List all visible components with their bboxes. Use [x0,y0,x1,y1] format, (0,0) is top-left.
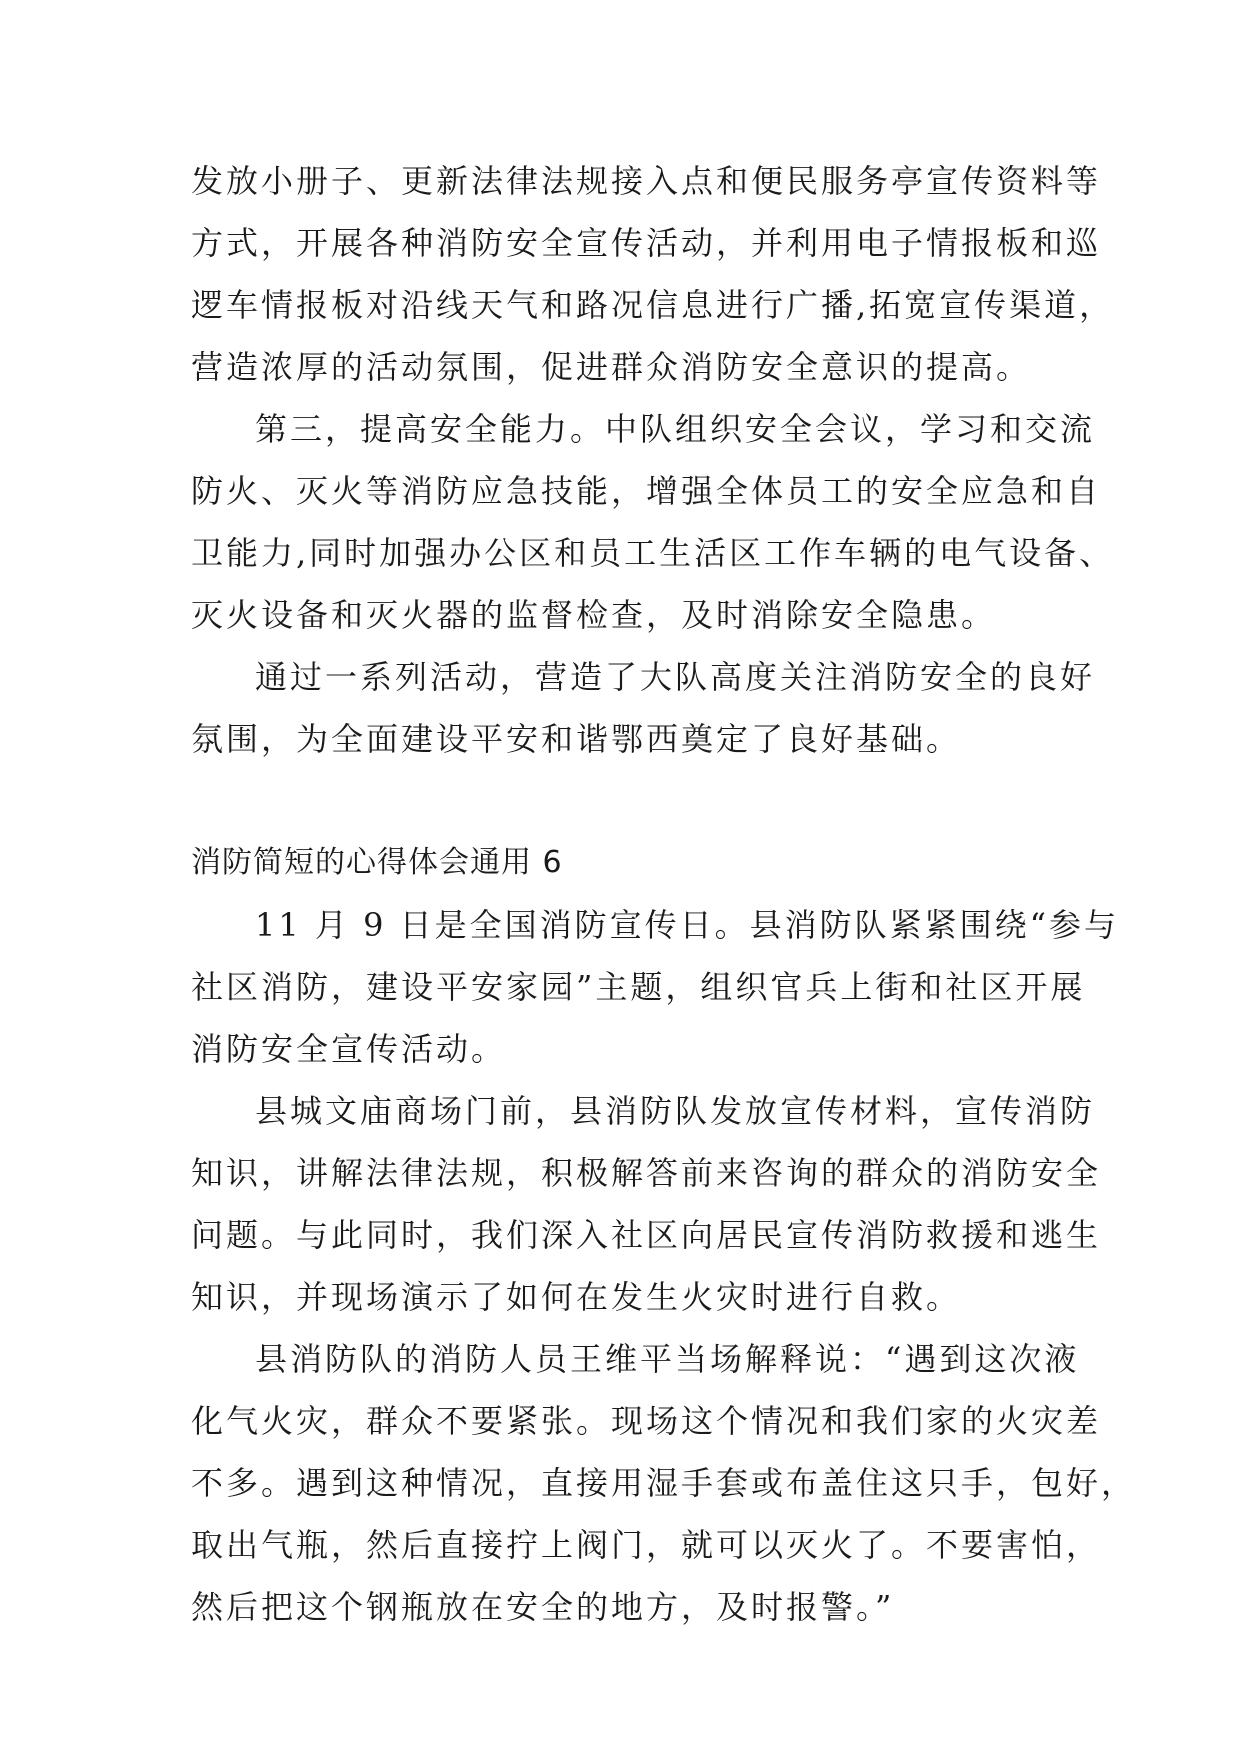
text-line: 灭火设备和灭火器的监督检查，及时消除安全隐患。 [191,596,997,634]
text-line: 11 月 9 日是全国消防宣传日。县消防队紧紧围绕“参与 [255,906,1119,944]
document-body [191,150,1137,1638]
text-line: 通过一系列活动，营造了大队高度关注消防安全的良好 [255,658,1096,696]
paragraph-firefighter-quote [191,1328,1137,1638]
text-line: 县城文庙商场门前，县消防队发放宣传材料，宣传消防 [255,1092,1096,1130]
paragraph-safety-capability [191,398,1115,646]
text-line: 方式，开展各种消防安全宣传活动，并利用电子情报板和巡 [191,224,1102,262]
paragraph-summary [191,646,1096,770]
text-line: 逻车情报板对沿线天气和路况信息进行广播,拓宽宣传渠道， [191,286,1115,324]
text-line: 不多。遇到这种情况，直接用湿手套或布盖住这只手，包好， [191,1464,1137,1502]
text-line: 防火、灭火等消防应急技能，增强全体员工的安全应急和自 [191,472,1102,510]
text-line: 问题。与此同时，我们深入社区向居民宣传消防救援和逃生 [191,1216,1102,1254]
text-line: 取出气瓶，然后直接拧上阀门，就可以灭火了。不要害怕， [191,1526,1102,1564]
paragraph-continued [191,150,1115,398]
section-heading: 消防简短的心得体会通用 6 [191,845,563,880]
text-line: 消防安全宣传活动。 [191,1030,507,1068]
text-line: 营造浓厚的活动氛围，促进群众消防安全意识的提高。 [191,348,1032,386]
text-line: 社区消防，建设平安家园”主题，组织官兵上街和社区开展 [191,968,1086,1006]
text-line: 知识，并现场演示了如何在发生火灾时进行自救。 [191,1278,962,1316]
text-line: 然后把这个钢瓶放在安全的地方，及时报警。” [191,1588,895,1626]
text-line: 知识，讲解法律法规，积极解答前来咨询的群众的消防安全 [191,1154,1102,1192]
text-line: 化气火灾，群众不要紧张。现场这个情况和我们家的火灾差 [191,1402,1102,1440]
text-line: 第三，提高安全能力。中队组织安全会议，学习和交流 [255,410,1096,448]
text-line: 发放小册子、更新法律法规接入点和便民服务亭宣传资料等 [191,162,1102,200]
section-spacer [191,770,1091,832]
paragraph-fire-day [191,894,1119,1080]
paragraph-street-campaign [191,1080,1102,1328]
text-line: 卫能力,同时加强办公区和员工生活区工作车辆的电气设备、 [191,534,1115,572]
text-line: 氛围，为全面建设平安和谐鄂西奠定了良好基础。 [191,720,962,758]
text-line: 县消防队的消防人员王维平当场解释说：“遇到这次液 [255,1340,1080,1378]
